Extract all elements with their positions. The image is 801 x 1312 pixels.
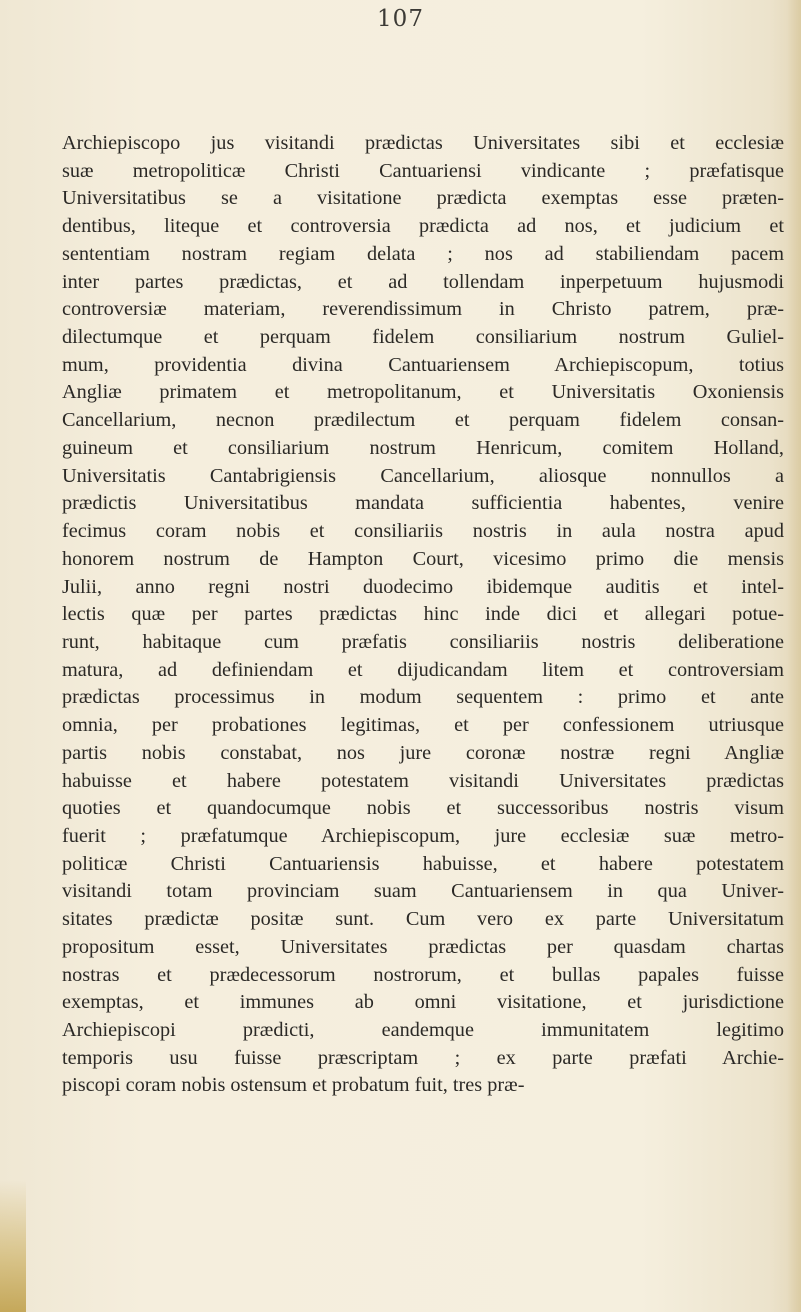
page-edge-right: [787, 0, 801, 1312]
text-line: partis nobis constabat, nos jure coronæ nostræ regni Angliæ: [62, 741, 784, 764]
text-line: temporis usu fuisse præscriptam ; ex parte præfati Archie-: [62, 1046, 784, 1069]
text-line: fuerit ; præfatumque Archiepiscopum, jure ecclesiæ suæ metro-: [62, 824, 784, 847]
text-line: omnia, per probationes legitimas, et per confessionem utriusque: [62, 714, 784, 737]
text-line: dentibus, liteque et controversia prædicta ad nos, et judicium et: [62, 215, 784, 238]
text-line: Universitatibus se a visitatione prædicta exemptas esse præten-: [62, 187, 784, 210]
text-line: Julii, anno regni nostri duodecimo ibidemque auditis et intel-: [62, 575, 784, 598]
text-line: matura, ad definiendam et dijudicandam litem et controversiam: [62, 658, 784, 681]
text-line: exemptas, et immunes ab omni visitatione, et jurisdictione: [62, 991, 784, 1014]
text-line: piscopi coram nobis ostensum et probatum fuit, tres præ-: [62, 1074, 525, 1097]
text-line: sitates prædictæ positæ sunt. Cum vero ex parte Universitatum: [62, 908, 784, 931]
body-text: [62, 130, 784, 1100]
text-line: sententiam nostram regiam delata ; nos ad stabiliendam pacem: [62, 242, 784, 265]
text-line: visitandi totam provinciam suam Cantuariensem in qua Univer-: [62, 880, 784, 903]
text-line: guineum et consiliarium nostrum Henricum, comitem Holland,: [62, 436, 784, 459]
text-line: fecimus coram nobis et consiliariis nostris in aula nostra apud: [62, 520, 784, 543]
page-number: 107: [377, 6, 424, 32]
text-line: Cancellarium, necnon prædilectum et perquam fidelem consan-: [62, 409, 784, 432]
text-line: mum, providentia divina Cantuariensem Archiepiscopum, totius: [62, 353, 784, 376]
page-edge-stain: [0, 1180, 26, 1312]
text-line: nostras et prædecessorum nostrorum, et bullas papales fuisse: [62, 963, 784, 986]
text-line: honorem nostrum de Hampton Court, vicesimo primo die mensis: [62, 547, 784, 570]
text-line: controversiæ materiam, reverendissimum in Christo patrem, præ-: [62, 298, 784, 321]
text-line: prædictas processimus in modum sequentem : primo et ante: [62, 686, 784, 709]
text-line: propositum esset, Universitates prædictas per quasdam chartas: [62, 935, 784, 958]
text-line: politicæ Christi Cantuariensis habuisse, et habere potestatem: [62, 852, 784, 875]
text-line: inter partes prædictas, et ad tollendam inperpetuum hujusmodi: [62, 270, 784, 293]
text-line: Universitatis Cantabrigiensis Cancellarium, aliosque nonnullos a: [62, 464, 784, 487]
text-line: prædictis Universitatibus mandata sufficientia habentes, venire: [62, 492, 784, 515]
text-line: runt, habitaque cum præfatis consiliariis nostris deliberatione: [62, 630, 784, 653]
text-line: suæ metropoliticæ Christi Cantuariensi vindicante ; præfatisque: [62, 159, 784, 182]
text-line: habuisse et habere potestatem visitandi Universitates prædictas: [62, 769, 784, 792]
text-line: quoties et quandocumque nobis et successoribus nostris visum: [62, 797, 784, 820]
text-line: Archiepiscopi prædicti, eandemque immunitatem legitimo: [62, 1019, 784, 1041]
text-line: dilectumque et perquam fidelem consiliarium nostrum Guliel-: [62, 326, 784, 349]
text-line: Angliæ primatem et metropolitanum, et Universitatis Oxoniensis: [62, 381, 784, 404]
text-line: lectis quæ per partes prædictas hinc inde dici et allegari potue-: [62, 603, 784, 626]
text-line: Archiepiscopo jus visitandi prædictas Universitates sibi et ecclesiæ: [62, 132, 784, 154]
